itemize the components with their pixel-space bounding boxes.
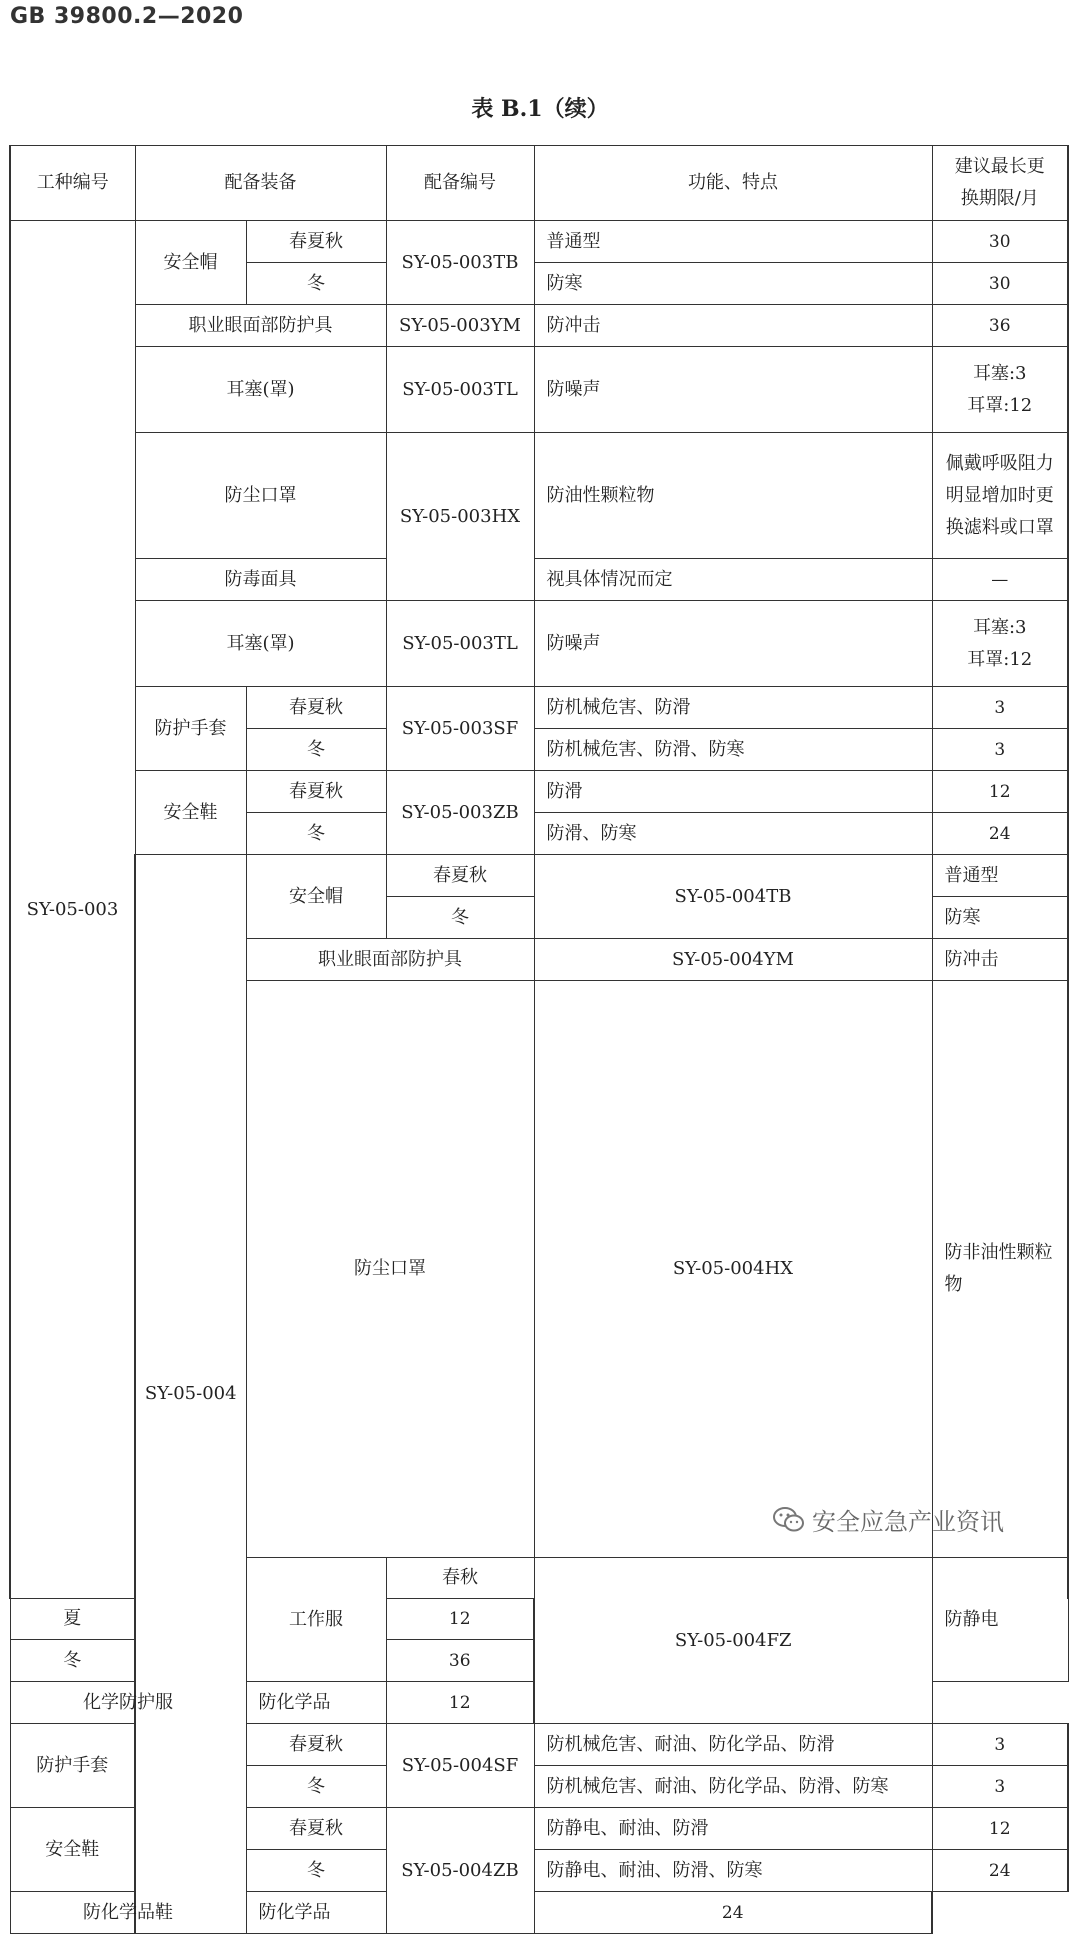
feature-cell: 防机械危害、耐油、防化学品、防滑、防寒 — [534, 1766, 932, 1808]
table-row — [10, 305, 1068, 347]
period-cell: 12 — [932, 771, 1068, 813]
equipment-cell: 化学防护服 — [10, 1682, 246, 1724]
equip-code-cell: SY-05-003TB — [386, 221, 534, 305]
period-line: 明显增加时更 — [945, 484, 1054, 506]
feature-cell: 防机械危害、防滑 — [534, 687, 932, 729]
watermark-text: 安全应急产业资讯 — [812, 1508, 1004, 1536]
feature-cell: 防静电 — [932, 1558, 1068, 1682]
feature-cell: 防滑 — [534, 771, 932, 813]
feature-cell: 防冲击 — [534, 305, 932, 347]
period-line: 佩戴呼吸阻力 — [945, 452, 1054, 474]
feature-cell: 防噪声 — [534, 601, 932, 687]
season-cell: 冬 — [246, 263, 386, 305]
equip-code-cell: SY-05-004HX — [534, 981, 932, 1558]
equip-code-cell: SY-05-004YM — [534, 939, 932, 981]
equipment-table — [9, 145, 1069, 1934]
period-line: 耳罩:12 — [967, 648, 1033, 670]
equipment-cell: 耳塞(罩) — [135, 601, 386, 687]
header-row — [10, 146, 1068, 221]
period-cell: 36 — [932, 305, 1068, 347]
equipment-cell: 防护手套 — [135, 687, 246, 771]
season-cell: 冬 — [10, 1640, 135, 1682]
season-cell: 春夏秋 — [386, 855, 534, 897]
feature-cell: 防机械危害、耐油、防化学品、防滑 — [534, 1724, 932, 1766]
feature-cell: 防滑、防寒 — [534, 813, 932, 855]
equipment-cell: 防尘口罩 — [135, 433, 386, 559]
period-cell: 24 — [534, 1892, 932, 1934]
season-cell: 春夏秋 — [246, 1808, 386, 1850]
period-cell: 12 — [386, 1599, 534, 1640]
season-cell: 春夏秋 — [246, 221, 386, 263]
feature-cell: 防静电、耐油、防滑、防寒 — [534, 1850, 932, 1892]
equipment-cell: 防化学品鞋 — [10, 1892, 246, 1934]
equip-code-cell: SY-05-004FZ — [534, 1558, 932, 1724]
equip-code-cell: SY-05-004TB — [534, 855, 932, 939]
watermark — [772, 1502, 1004, 1537]
equipment-cell: 安全鞋 — [135, 771, 246, 855]
equip-code-cell: SY-05-003HX — [386, 433, 534, 601]
equipment-cell: 耳塞(罩) — [135, 347, 386, 433]
col-header-period-line2: 换期限/月 — [960, 188, 1039, 209]
wechat-icon — [772, 1505, 806, 1535]
equip-code-cell: SY-05-003TL — [386, 347, 534, 433]
equipment-cell: 防尘口罩 — [246, 981, 534, 1558]
feature-cell: 视具体情况而定 — [534, 559, 932, 601]
feature-cell: 防静电、耐油、防滑 — [534, 1808, 932, 1850]
period-cell: 3 — [932, 1724, 1068, 1766]
season-cell: 春夏秋 — [246, 1724, 386, 1766]
period-cell: 30 — [932, 263, 1068, 305]
equip-code-cell: SY-05-004ZB — [386, 1808, 534, 1934]
period-cell — [932, 433, 1068, 559]
feature-cell: 防寒 — [932, 897, 1068, 939]
table-row — [10, 1892, 1068, 1934]
table-row — [10, 855, 1068, 897]
season-cell: 春夏秋 — [246, 771, 386, 813]
season-cell: 夏 — [10, 1599, 135, 1640]
period-cell: 30 — [932, 221, 1068, 263]
feature-cell: 防油性颗粒物 — [534, 433, 932, 559]
table-row — [10, 221, 1068, 263]
season-cell: 冬 — [246, 1766, 386, 1808]
season-cell: 冬 — [246, 729, 386, 771]
feature-cell: 防非油性颗粒物 — [932, 981, 1068, 1558]
equip-code-cell: SY-05-004SF — [386, 1724, 534, 1808]
equipment-cell: 安全鞋 — [10, 1808, 135, 1892]
feature-cell: 防化学品 — [246, 1682, 386, 1724]
col-header-features: 功能、特点 — [534, 146, 932, 221]
period-line: 耳塞:3 — [972, 362, 1027, 384]
col-header-period-line1: 建议最长更 — [954, 156, 1045, 177]
feature-cell: 防化学品 — [246, 1892, 386, 1934]
season-cell: 春夏秋 — [246, 687, 386, 729]
col-header-equipment: 配备装备 — [135, 146, 386, 221]
period-cell: 3 — [932, 729, 1068, 771]
period-cell — [932, 347, 1068, 433]
feature-cell: 防冲击 — [932, 939, 1068, 981]
equip-code-cell: SY-05-003SF — [386, 687, 534, 771]
equipment-cell: 防毒面具 — [135, 559, 386, 601]
equip-code-cell: SY-05-003ZB — [386, 771, 534, 855]
season-cell: 冬 — [246, 813, 386, 855]
period-line: 换滤料或口罩 — [945, 516, 1054, 538]
period-cell: 36 — [386, 1640, 534, 1682]
period-cell: — — [932, 559, 1068, 601]
table-row — [10, 559, 1068, 601]
equipment-cell: 安全帽 — [246, 855, 386, 939]
equipment-cell: 职业眼面部防护具 — [246, 939, 534, 981]
standard-number: GB 39800.2—2020 — [10, 4, 244, 29]
table-row — [10, 771, 1068, 813]
period-cell: 24 — [932, 1850, 1068, 1892]
equipment-cell: 安全帽 — [135, 221, 246, 305]
period-line: 耳塞:3 — [972, 616, 1027, 638]
worker-code-cell: SY-05-003 — [10, 221, 135, 1599]
table-title: 表 B.1（续） — [471, 96, 609, 122]
feature-cell: 防噪声 — [534, 347, 932, 433]
equipment-cell: 工作服 — [246, 1558, 386, 1682]
col-header-period — [932, 146, 1068, 221]
period-line: 耳罩:12 — [967, 394, 1033, 416]
period-cell: 3 — [932, 687, 1068, 729]
period-cell: 3 — [932, 1766, 1068, 1808]
equip-code-cell: SY-05-003YM — [386, 305, 534, 347]
col-header-equip-code: 配备编号 — [386, 146, 534, 221]
equipment-cell: 职业眼面部防护具 — [135, 305, 386, 347]
period-cell — [932, 601, 1068, 687]
season-cell: 春秋 — [386, 1558, 534, 1599]
equip-code-cell: SY-05-003TL — [386, 601, 534, 687]
feature-cell: 防机械危害、防滑、防寒 — [534, 729, 932, 771]
feature-cell: 普通型 — [534, 221, 932, 263]
worker-code-cell: SY-05-004 — [135, 855, 246, 1934]
col-header-worker-code: 工种编号 — [10, 146, 135, 221]
table-row — [10, 433, 1068, 559]
feature-cell: 普通型 — [932, 855, 1068, 897]
season-cell: 冬 — [246, 1850, 386, 1892]
period-cell: 12 — [386, 1682, 534, 1724]
season-cell: 冬 — [386, 897, 534, 939]
period-cell: 12 — [932, 1808, 1068, 1850]
table-row — [10, 347, 1068, 433]
table-row — [10, 687, 1068, 729]
table-row — [10, 601, 1068, 687]
feature-cell: 防寒 — [534, 263, 932, 305]
equipment-cell: 防护手套 — [10, 1724, 135, 1808]
period-cell: 24 — [932, 813, 1068, 855]
